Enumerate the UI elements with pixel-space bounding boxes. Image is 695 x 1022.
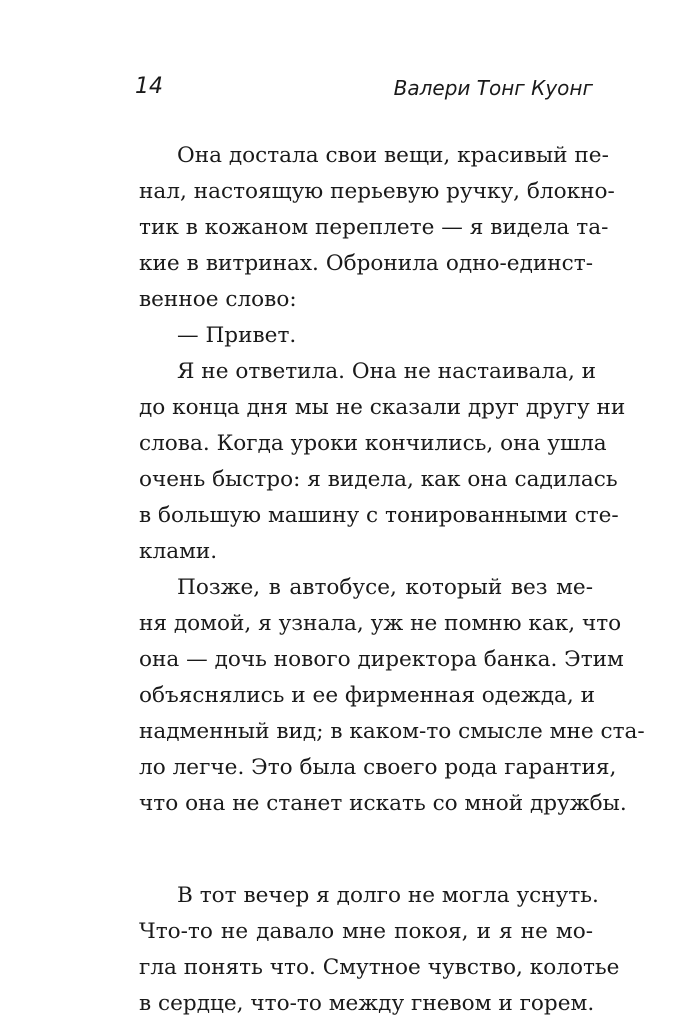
text-line: до конца дня мы не сказали друг другу ни xyxy=(139,395,626,420)
text-line: В тот вечер я долго не могла уснуть. xyxy=(177,883,599,908)
text-line: Позже, в автобусе, который вез ме- xyxy=(177,575,593,600)
text-line: Я не ответила. Она не настаивала, и xyxy=(177,359,597,384)
text-line: Что-то не давало мне покоя, и я не мо- xyxy=(139,919,593,944)
text-line: клами. xyxy=(139,539,218,564)
page-number: 14 xyxy=(135,74,163,99)
text-line: ло легче. Это была своего рода гарантия, xyxy=(139,755,617,780)
text-line: гла понять что. Смутное чувство, колотье xyxy=(139,955,620,980)
text-line: объяснялись и ее фирменная одежда, и xyxy=(139,683,596,708)
text-line: Она достала свои вещи, красивый пе- xyxy=(177,143,609,168)
page-header xyxy=(135,74,593,114)
text-line: кие в витринах. Обронила одно-единст- xyxy=(139,251,593,276)
text-line: что она не станет искать со мной дружбы. xyxy=(139,791,627,816)
text-line: слова. Когда уроки кончились, она ушла xyxy=(139,431,607,456)
text-line: в большую машину с тонированными сте- xyxy=(139,503,619,528)
text-line: тик в кожаном переплете — я видела та- xyxy=(139,215,609,240)
text-line: нал, настоящую перьевую ручку, блокно- xyxy=(139,179,615,204)
text-line: ня домой, я узнала, уж не помню как, что xyxy=(139,611,622,636)
text-line: надменный вид; в каком-то смысле мне ста- xyxy=(139,719,645,744)
text-line: она — дочь нового директора банка. Этим xyxy=(139,647,624,672)
text-line: венное слово: xyxy=(139,287,297,312)
running-title: Валери Тонг Куонг xyxy=(393,76,593,100)
text-line: — Привет. xyxy=(177,323,297,348)
text-line: в сердце, что-то между гневом и горем. xyxy=(139,991,595,1016)
text-line: очень быстро: я видела, как она садилась xyxy=(139,467,618,492)
